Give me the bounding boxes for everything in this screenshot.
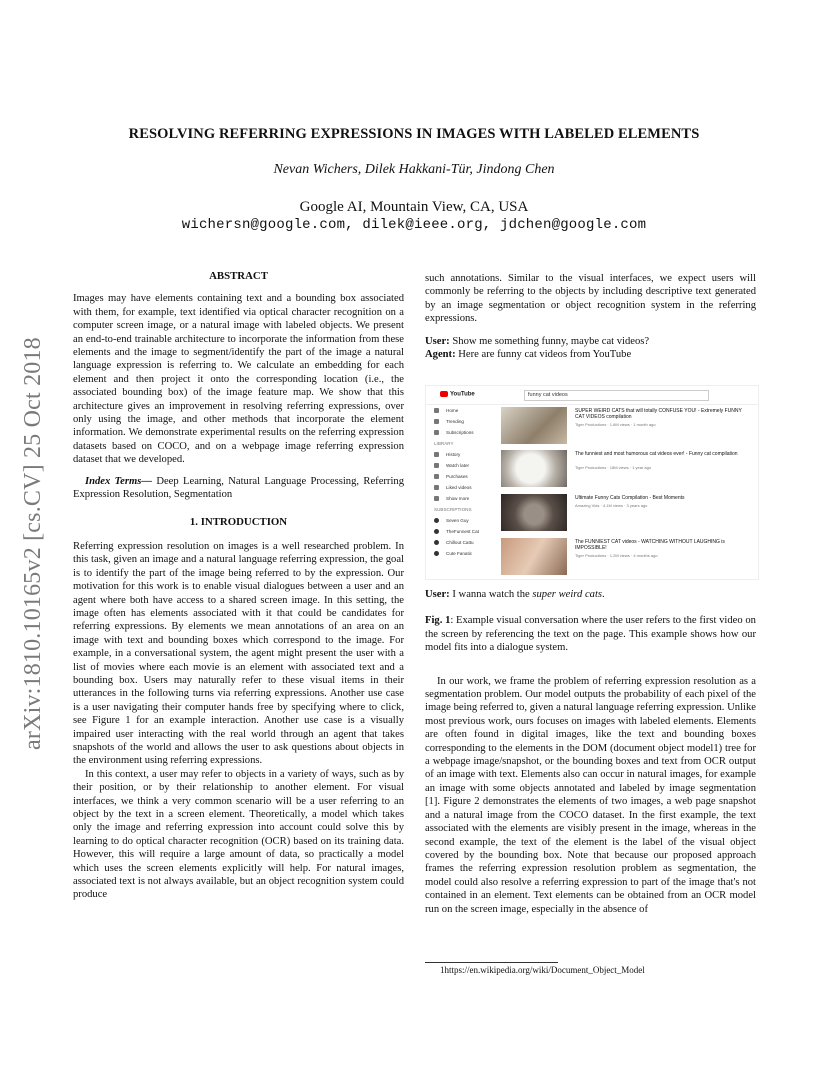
video-title: SUPER WEIRD CATS that will totally CONFUSE YOU! - Extremely FUNNY CAT VIDEOS compilation <box>575 408 742 420</box>
youtube-sidebar <box>426 405 498 579</box>
dialog-agent: Agent: Here are funny cat videos from YouTube <box>425 349 632 361</box>
intro-heading: 1. INTRODUCTION <box>189 515 288 528</box>
footnote: 1https://en.wikipedia.org/wiki/Document_Object_Model <box>440 965 645 975</box>
right-column-top <box>425 272 756 361</box>
sidebar-item: Watch later <box>426 460 498 471</box>
sidebar-item: Purchases <box>426 471 498 482</box>
video-title: The FUNNIEST CAT videos - WATCHING WITHOUT LAUGHING is IMPOSSIBLE! <box>575 539 725 551</box>
subscription-item: TheFunnest Cat <box>426 526 498 537</box>
video-thumbnail <box>501 494 567 531</box>
figure-1-screenshot <box>425 385 759 580</box>
library-header: LIBRARY <box>434 441 454 446</box>
intro-paragraph-1: Referring expression resolution on images is a well researched problem. In this task, given an image and a natural language referring expression, the goal is to identify the part of the image being referred to by the expression. Our motivation for this work is to enable visual dialogues between a user and an agent where both have access to a shared screen image. In this setting, the image often has elements associated with it that could be candidates for referring expressions. By elements we mean annotations of an area on an image with text and bounding boxes which correspond to the image. For example, in a conversational system, the agent might present the user with a list of movies where each movie is an element with associated text and a bounding box. Users may naturally refer to these visual items in their utterances in the following turns via referring expressions. Another use case is a user navigating their computer hands free by specifying where to click, see Figure 1 for an example interaction. Another use case is a visually impaired user interacting with the real world through an agent that takes snapshots of the world and allows the user to ask questions about objects in the environment using referring expressions. <box>73 540 404 767</box>
emails: wichersn@google.com, dilek@ieee.org, jdchen@google.com <box>181 217 647 233</box>
right-column-bottom <box>425 588 756 916</box>
video-title: Ultimate Funny Cats Compilation - Best Moments <box>575 495 685 501</box>
figure-1-caption: Fig. 1: Example visual conversation where the user refers to the first video on the screen by referencing the text on the page. This example shows how our model fits into a dialogue system. <box>425 615 756 654</box>
abstract-heading: ABSTRACT <box>209 270 268 282</box>
video-result <box>501 538 751 578</box>
index-terms: Index Terms— Deep Learning, Natural Language Processing, Referring Expression Resolution, Segmentation <box>73 475 404 501</box>
video-result <box>501 494 751 534</box>
video-thumbnail <box>501 538 567 575</box>
sidebar-item: Show more <box>426 493 498 504</box>
authors: Nevan Wichers, Dilek Hakkani-Tür, Jindong Chen <box>273 162 555 177</box>
arxiv-stamp: arXiv:1810.10165v2 [cs.CV] 25 Oct 2018 <box>20 337 46 750</box>
video-meta: Tiger Productions · 1.6M views · 1 month ago <box>575 422 656 427</box>
intro-paragraph-4: In our work, we frame the problem of referring expression resolution as a segmentation problem. Our model outputs the probability of each pixel of the image being referred to, given a natural language referring expression. Unlike most previous work, ours focuses on images with labeled elements. Elements are often found in digital images, like the text and bounding boxes corresponding to the elements in the DOM (document object model1) tree for a webpage image/snapshot, or the bounding boxes and text from OCR output of an image with text. Elements also can occur in natural images, for example an image with some objects annotated and labeled by image segmentation [1]. Figure 2 demonstrates the elements of two images, a web page snapshot and a natural image from the COCO dataset. In the first example, the text associated with the elements are visibly present in the image, whereas in the second example, the text of the element is the label of the visual object covered by the bounding box. Note that because our proposed approach frames the referring expression resolution problem as segmentation, the model could also resolve a referring expression to part of the image that's not contained in an element. Text elements can be obtained from an OCR model run on the screen image, especially in the absence of <box>425 675 756 915</box>
video-meta: Tiger Productions · 18M views · 1 year ago <box>575 465 652 470</box>
youtube-search-input: funny cat videos <box>524 390 709 401</box>
video-thumbnail <box>501 450 567 487</box>
intro-paragraph-3: such annotations. Similar to the visual interfaces, we expect users will commonly be referring to the objects by including descriptive text generated by an image segmentation or object recognition system in the referring expressions. <box>425 273 756 325</box>
left-column <box>73 270 404 902</box>
video-result <box>501 450 751 490</box>
youtube-header <box>426 386 758 405</box>
paper-title: RESOLVING REFERRING EXPRESSIONS IN IMAGES WITH LABELED ELEMENTS <box>128 126 700 142</box>
youtube-logo: YouTube <box>440 391 475 398</box>
footnote-rule <box>425 962 558 963</box>
subscription-item: Seven Guy <box>426 515 498 526</box>
subscription-item: Chillout Cattu <box>426 537 498 548</box>
sidebar-item: Home <box>426 405 498 416</box>
dialog-user: User: Show me something funny, maybe cat videos? <box>425 335 650 347</box>
video-title: The funniest and most humorous cat videos ever! - Funny cat compilation <box>575 451 738 457</box>
sidebar-item: History <box>426 449 498 460</box>
abstract-text: Images may have elements containing text and a bounding box associated with them, for example, text identified via optical character recognition on a computer screen image, or a natural image with labeled objects. We present an end-to-end trainable architecture to incorporate the information from these elements and the image to segment/identify the part of the image a natural language expression is referring to. We calculate an embedding for each element and then project it onto the corresponding location (i.e., the associated bounding box) of the image feature map. We show that this architecture gives an improvement in resolving referring expressions, over only using the image, and other methods that incorporate the element information. We demonstrate experimental results on the referring expression datasets based on COCO, and on a webpage image referring expression dataset that we developed. <box>73 293 404 466</box>
figure-user-line: User: I wanna watch the super weird cats. <box>425 589 605 600</box>
video-meta: Amazing Vids · 4.1M views · 3 years ago <box>575 503 648 508</box>
subscriptions-header: SUBSCRIPTIONS <box>434 507 472 512</box>
intro-paragraph-2: In this context, a user may refer to objects in a variety of ways, such as by their position, or by their relationship to another element. For visual interfaces, we think a very common scenario will be a user referring to an object by the text in a screen element. Theoretically, a model which takes only the image and referring expression into account could solve this by learning to do optical character recognition (OCR) based on its training data. However, this will require a large amount of data, so practically a model which uses the screen elements explicitly will help. For natural images, associated text is not always available, but an object recognition system could produce <box>73 768 404 901</box>
sidebar-item: Liked videos <box>426 482 498 493</box>
video-thumbnail <box>501 407 567 444</box>
sidebar-item: Trending <box>426 416 498 427</box>
subscription-item: Cute Fanatic <box>426 548 498 559</box>
video-result <box>501 407 751 447</box>
affiliation: Google AI, Mountain View, CA, USA <box>299 199 529 215</box>
sidebar-item: Subscriptions <box>426 427 498 438</box>
video-meta: Tiger Productions · 1.2M views · 4 months ago <box>575 553 658 558</box>
